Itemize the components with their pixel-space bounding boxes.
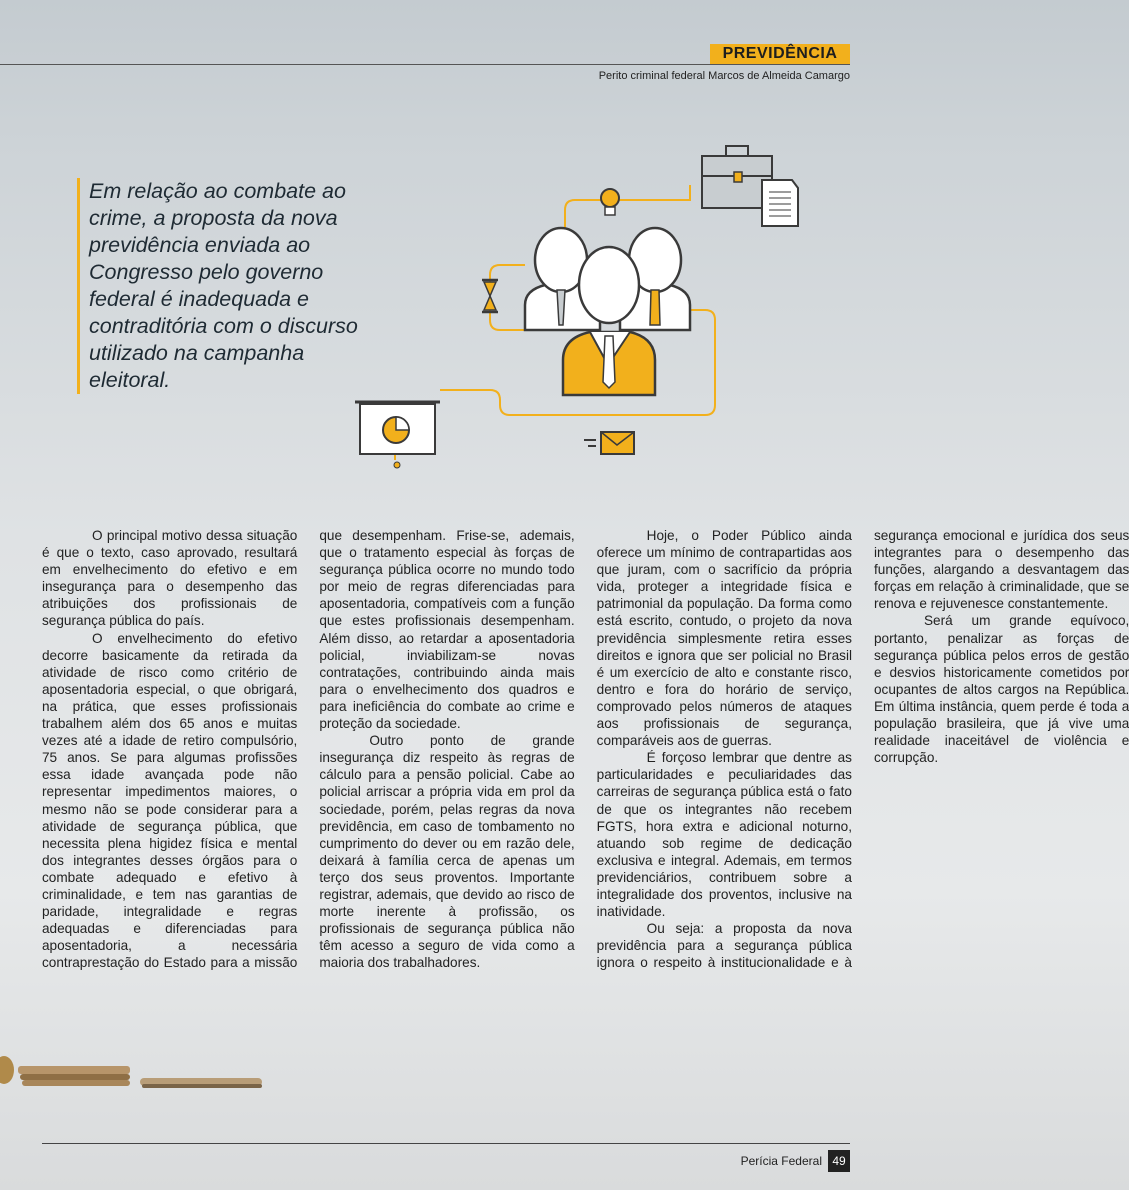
header-rule (0, 64, 850, 65)
team-illustration (350, 140, 820, 480)
coins-image (0, 1040, 280, 1100)
hourglass-icon (482, 280, 498, 312)
paragraph: É forçoso lembrar que dentre as particularidades e peculiaridades das carreiras de segurança pública está o fato de que os integrantes não recebem FGTS, hora extra e adicional noturno, atuando sob regime de dedicação exclusiva e integral. Ademais, em termos previdenciários, contribuem sobre a integralidade dos proventos, inclusive na inatividade. (596, 750, 852, 920)
section-tag: PREVIDÊNCIA (710, 44, 850, 64)
document-icon (762, 180, 798, 226)
paragraph: O principal motivo dessa situação é que o texto, caso aprovado, resultará em envelhecimento do efetivo e em insegurança para o desempenho das atribuições dos profissionais de segurança pública do país. (42, 528, 298, 629)
paragraph: Hoje, o Poder Público ainda oferece um mínimo de contrapartidas aos que juram, com o sacrifício da própria vida, proteger a integridade física e patrimonial da população. Da forma como está escrito, contudo, o projeto da nova previdência simplesmente retira esses direitos e ignora que ser policial no Brasil é um exercício de alto e constante risco, dentro e fora do horário de serviço, comprovado pelos números de ataques aos profissionais de segurança, comparáveis aos de guerras. (596, 528, 852, 749)
connector-line (565, 185, 690, 235)
mail-icon (584, 432, 634, 454)
publication-name: Perícia Federal (740, 1154, 822, 1168)
pull-quote: Em relação ao combate ao crime, a proposta da nova previdência enviada ao Congresso pelo governo federal é inadequada e contraditória com o discurso utilizado na campanha eleitoral. (77, 178, 359, 394)
author-byline: Perito criminal federal Marcos de Almeida Camargo (598, 70, 850, 82)
footer-rule (42, 1143, 850, 1144)
paragraph: Será um grande equívoco, portanto, penalizar as forças de segurança pública pelos erros de gestão e desvios historicamente cometidos por ocupantes de altos cargos na República. Em última instância, quem perde é toda a população brasileira, que já vive uma realidade inaceitável de violência e corrupção. (873, 613, 1129, 766)
paragraph: O envelhecimento do efetivo decorre basicamente da retirada da atividade de risco como critério de aposentadoria especial, o que obrigará, na prática, que esses profissionais trabalhem além dos 65 anos e muitas vezes até a idade de retiro compulsório, 75 anos. Se para algumas profissões essa idade avançada pode não representar impedimentos maiores, o mesmo não se pode considerar para a atividade de segurança pública, que necessita plena higidez física e mental dos integrantes desses órgãos para o combate adequado e efetivo à criminalidade, e tem nas garantias de paridade, integralidade e regras adequadas e diferenciadas para aposentadoria, a necessária contraprestação do Estado para a missão que desempenham. Frise-se, ademais, que o tratamento especial às forças de segurança pública ocorre no mundo todo por meio de regras diferenciadas para aposentadoria, compatíveis com a função que estes profissionais desempenham. Além disso, ao retardar a aposentadoria policial, inviabilizam-se novas contratações, contribuindo ainda mais para o envelhecimento dos quadros e para ineficiência do combate ao crime e proteção da sociedade. (42, 528, 575, 971)
page-number: 49 (828, 1150, 850, 1172)
team-people-icon (525, 228, 690, 395)
paragraph: Outro ponto de grande insegurança diz respeito às regras de cálculo para a pensão policial. Cabe ao policial arriscar a própria vida em prol da sociedade, porém, pelas regras da nova previdência, em caso de tombamento no cumprimento do dever ou em razão dele, deixará à família cerca de apenas um terço dos seus proventos. Importante registrar, ademais, que devido ao risco de morte inerente à profissão, os profissionais de segurança pública não têm acesso a seguro de vida como a maioria dos trabalhadores. (319, 733, 575, 971)
paragraph: Ou seja: a proposta da nova previdência para a segurança pública ignora o respeito à institucionalidade e à segurança emocional e jurídica dos seus integrantes para o desempenho das funções, alargando a desvantagem das forças em relação à criminalidade, que se renova e rejuvenesce constantemente. (596, 528, 1129, 971)
lightbulb-icon (601, 189, 619, 215)
presentation-board-icon (355, 402, 440, 468)
article-body (42, 527, 1129, 982)
